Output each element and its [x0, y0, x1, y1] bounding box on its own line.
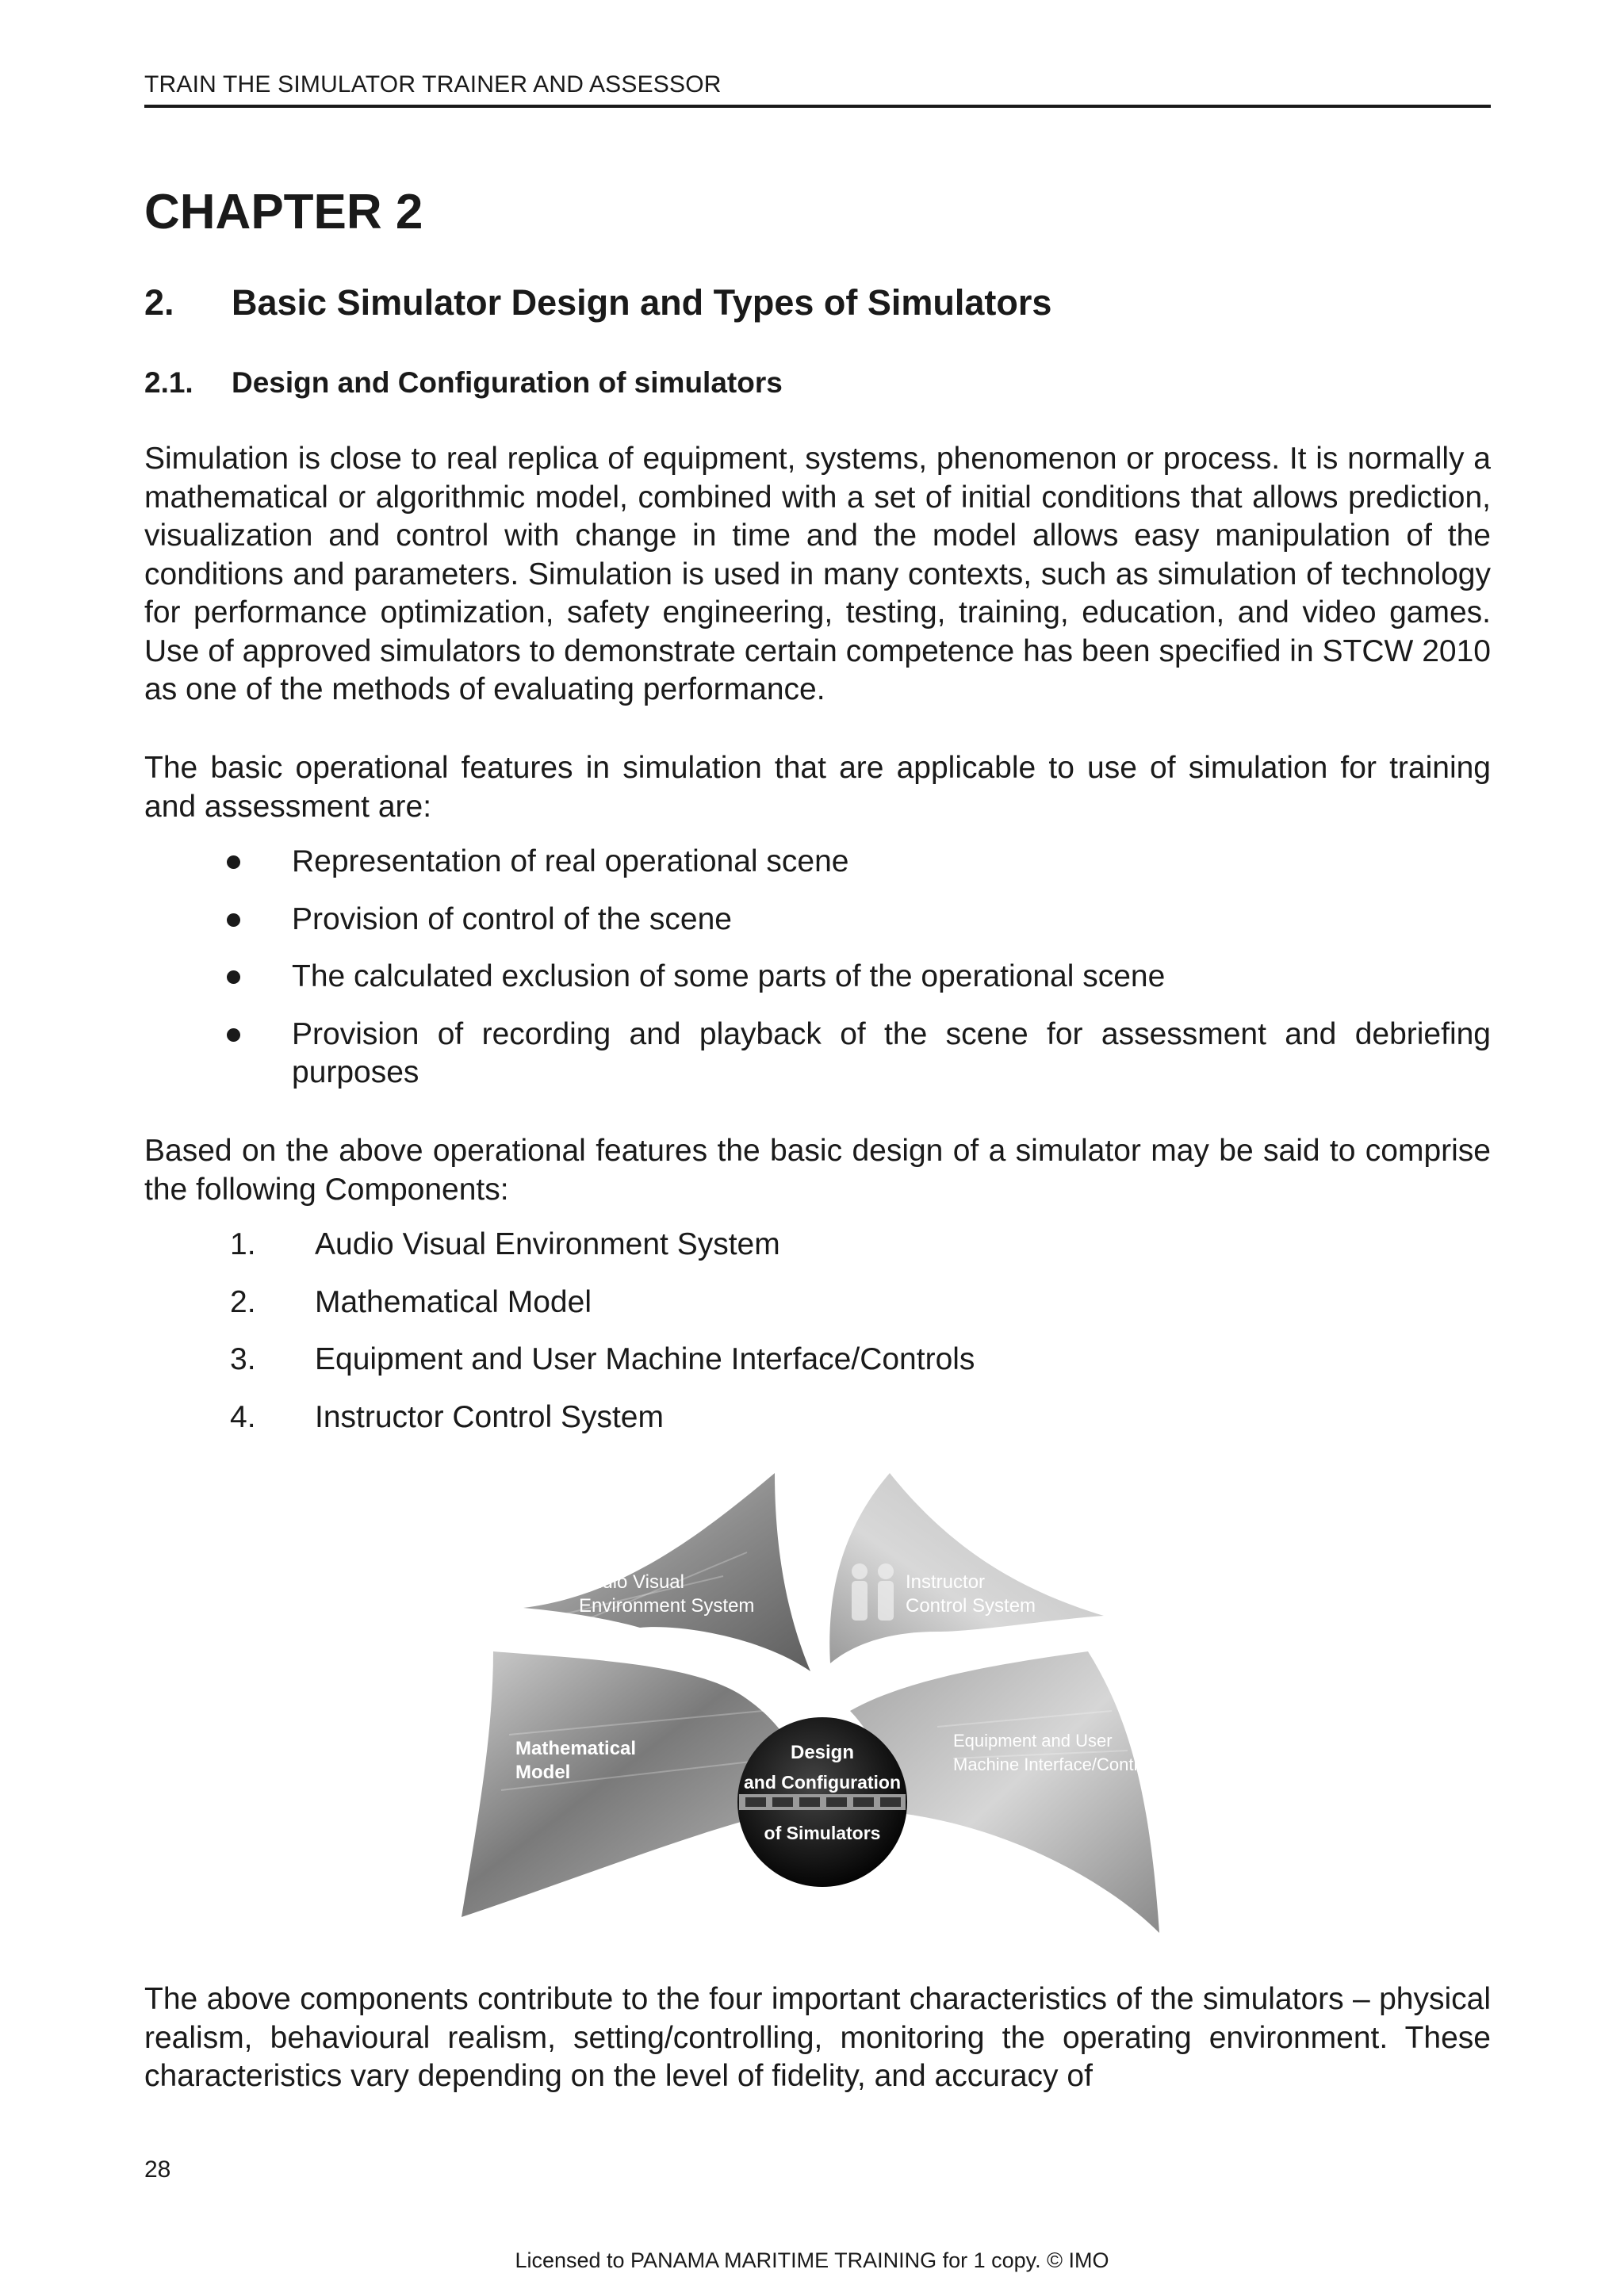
- subsection-title: Design and Configuration of simulators: [232, 366, 783, 399]
- components-list: [144, 1226, 975, 1456]
- bullet-text: The calculated exclusion of some parts of the operational scene: [292, 959, 1166, 993]
- paragraph-components-intro: Based on the above operational features the basic design of a simulator may be said to comprise the following Components:: [144, 1134, 1491, 1207]
- chapter-title: CHAPTER 2: [144, 185, 423, 239]
- center-label-line1: Design: [790, 1742, 855, 1763]
- label-audio-visual-line1: Audio Visual: [579, 1571, 684, 1593]
- label-math-model-line1: Mathematical: [515, 1738, 637, 1759]
- component-label: Equipment and User Machine Interface/Controls: [315, 1342, 975, 1376]
- bullet-item: [144, 958, 1491, 997]
- bullet-text: Representation of real operational scene: [292, 844, 849, 878]
- operational-features-list: [144, 843, 1491, 1112]
- label-equipment-line1: Equipment and User: [953, 1731, 1113, 1751]
- bullet-text: Provision of control of the scene: [292, 901, 732, 936]
- component-number: 1.: [230, 1227, 256, 1261]
- simulator-components-figure: [462, 1473, 1164, 1933]
- component-label: Audio Visual Environment System: [315, 1227, 780, 1261]
- paragraph-simulation-definition: Simulation is close to real replica of equipment, systems, phenomenon or process. It is normally a mathematical or algorithmic model, combined with a set of initial conditions that allows prediction, visualization and control with change in time and the model allows easy manipulation of the conditions and parameters. Simulation is used in many contexts, such as simulation of technology for performance optimization, safety engineering, testing, training, education, and video games. Use of approved simulators to demonstrate certain competence has been specified in STCW 2010 as one of the methods of evaluating performance.: [144, 442, 1491, 706]
- label-math-model-line2: Model: [515, 1762, 571, 1783]
- component-label: Mathematical Model: [315, 1284, 592, 1319]
- bullet-item: [144, 843, 1491, 882]
- component-item: [144, 1399, 975, 1437]
- instructor-panel: [829, 1473, 1104, 1663]
- section-number: 2.: [144, 282, 174, 323]
- component-number: 4.: [230, 1399, 256, 1434]
- subsection-number: 2.1.: [144, 366, 193, 399]
- license-footer: Licensed to PANAMA MARITIME TRAINING for 1 copy. © IMO: [515, 2248, 1109, 2272]
- paragraph-operational-features-intro: The basic operational features in simulation that are applicable to use of simulation for training and assessment are:: [144, 751, 1491, 824]
- section-heading: [144, 282, 1051, 323]
- bullet-icon: [227, 1028, 240, 1042]
- label-equipment-line2: Machine Interface/Controls: [953, 1755, 1162, 1774]
- component-number: 3.: [230, 1342, 256, 1376]
- label-audio-visual-line2: Environment System: [579, 1595, 755, 1617]
- bullet-icon: [227, 855, 240, 869]
- bullet-icon: [227, 913, 240, 927]
- component-item: [144, 1284, 975, 1322]
- page-number: 28: [144, 2156, 171, 2183]
- bullet-text: Provision of recording and playback of the scene for assessment and debriefing purposes: [292, 1016, 1491, 1089]
- bullet-item: [144, 1016, 1491, 1093]
- paragraph-characteristics: The above components contribute to the four important characteristics of the simulators – physical realism, behavioural realism, setting/controlling, monitoring the operating environment. These characteristics vary depending on the level of fidelity, and accuracy of: [144, 1982, 1491, 2093]
- section-title: Basic Simulator Design and Types of Simulators: [232, 282, 1052, 323]
- bullet-icon: [227, 970, 240, 984]
- bullet-item: [144, 901, 1491, 939]
- label-instructor-line1: Instructor: [906, 1571, 986, 1593]
- running-header: TRAIN THE SIMULATOR TRAINER AND ASSESSOR: [144, 71, 1491, 108]
- component-label: Instructor Control System: [315, 1399, 664, 1434]
- label-instructor-line2: Control System: [906, 1595, 1036, 1617]
- center-label-line3: of Simulators: [764, 1823, 881, 1843]
- component-item: [144, 1226, 975, 1265]
- subsection-heading: [144, 366, 783, 400]
- component-number: 2.: [230, 1284, 256, 1319]
- component-item: [144, 1341, 975, 1380]
- center-label-line2: and Configuration: [743, 1772, 902, 1793]
